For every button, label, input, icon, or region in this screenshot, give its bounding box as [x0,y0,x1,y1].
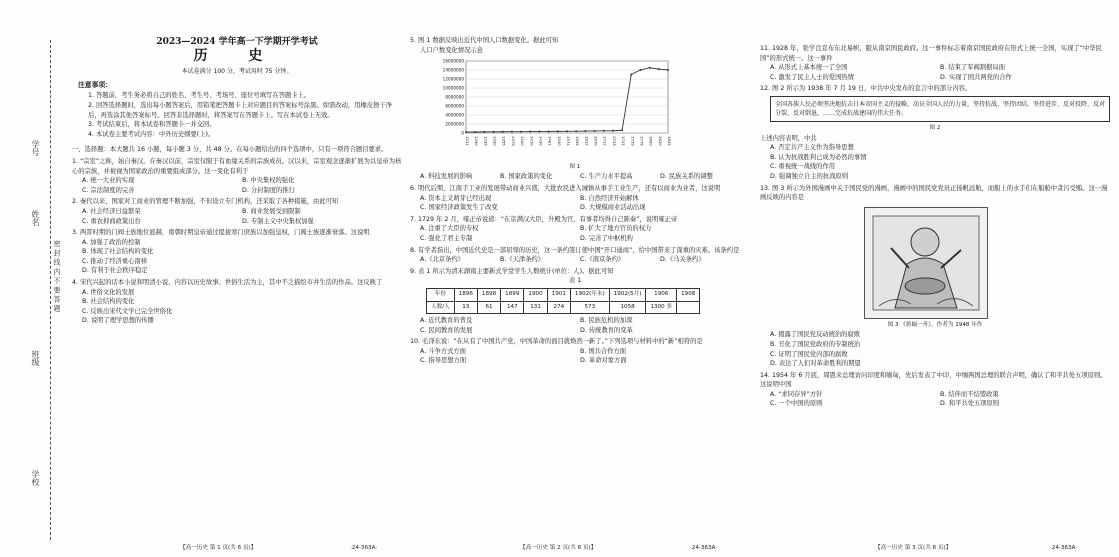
data-point [511,131,513,133]
subject-title: 历 史 [193,47,281,64]
data-point [594,130,596,132]
table-cell: 573 [570,301,609,314]
x-tick-label: 1295 [483,136,489,146]
table-cell: 1902(5月) [609,288,646,301]
option-c[interactable]: C. 一个中国的原则 [770,400,823,408]
data-point [630,74,632,76]
option-c[interactable]: C. 国家经济政策发生了改变 [420,204,498,212]
x-tick-label: 1250 [474,136,480,146]
option-d[interactable]: D. 表达了人们对革命胜利的期望 [770,360,861,368]
page-3-footer: 【高一历史 第 3 页(共 6 页)】 [875,545,952,551]
data-point [612,130,614,132]
data-point [493,131,495,133]
option-a[interactable]: A. 揭露了国民党反动统治的腐败 [770,331,861,339]
page-1-code: ·24-363A· [350,545,378,551]
cartoon-drawing [865,208,987,318]
table-cell: 1896 [454,288,477,301]
note-item: 4. 本试卷主要考试内容：中外历史纲要(上)。 [88,130,215,138]
option-d[interactable]: D. 分封制度的推行 [242,186,295,194]
table-cell: 147 [501,301,524,314]
page-2-code: ·24-363A· [690,545,718,551]
question-5 [410,36,740,182]
school-label: 学校 [31,470,40,486]
x-tick-label: 1461 [547,136,553,146]
table-title: 表 1 [568,277,582,285]
x-tick-label: 1733 [611,136,617,146]
table-cell: 131 [524,301,547,314]
table-cell: 1898 [477,288,500,301]
question-11 [760,44,1110,82]
x-tick-label: 1612 [584,136,590,146]
table-cell: 274 [547,301,570,314]
x-tick-label: 1540 [556,136,562,146]
question-6 [410,184,740,213]
option-a[interactable]: A. 斗争方式方面 [420,347,466,355]
data-point [566,130,568,132]
x-tick-label: 1741 [621,136,627,146]
x-tick-label: 1712 [602,136,608,146]
option-d[interactable]: D. 完善了中枢机构 [580,234,633,242]
data-point [474,131,476,133]
option-a[interactable]: A. 从形式上基本统一了全国 [770,64,848,72]
question-stem: 13. 图 3 所示为外国漫画中关于国民党的漫画，漫画中的国民党党员正扬帆远航，而船上的水手们在船舱中贪污受贿。这一漫画反映的内容是 [760,184,1108,202]
option-b[interactable]: B. 结束了军阀割据局面 [940,64,1005,72]
y-tick-label: 8000000 [445,94,464,100]
note-item: 2. 回答选择题时，选出每小题答案后，用铅笔把答题卡上对应题目的答案标号涂黑。如需改动，用橡皮擦干净后，再选涂其他答案标号。回答非选择题时，将答案写在答题卡上。写在本试卷上无效。 [88,101,392,119]
y-tick-label: 12000000 [442,76,464,82]
option-b[interactable]: B. 体现了社会结构的变化 [82,248,154,256]
y-tick-label: 0 [461,130,464,136]
question-lead: 上述内容表明，中共 [760,134,817,142]
x-tick-label: 1800 [648,136,654,146]
y-tick-label: 6000000 [445,103,464,109]
page-1-column [72,8,402,326]
table-cell: 年份 [427,288,455,301]
x-tick-label: 1574 [566,136,571,146]
question-stem: 1. “宗室”之称，始自秦汉。在秦汉以前，宗室仅限于有血缘关系的宗族成员。汉以来，宗室观念逐渐扩展为以皇帝为核心的宗族，并被视为国家政治的重要组成部分。这一变化有利于 [72,157,402,175]
question-stem: 8. 有学者指出，中国近代史是一部屈辱的历史，这一条约签订使中国“开口通商”，给中国带来了深重的灾难。该条约是 [410,246,740,254]
table-cell: 1902(年末) [570,288,609,301]
y-tick-label: 16000000 [442,58,464,64]
option-d[interactable]: D. 强调独立自主的抗战原则 [770,172,849,180]
option-c[interactable]: C. 生产力水平提高 [580,173,633,181]
option-a[interactable]: A. 注重了大臣的专权 [420,225,479,233]
question-stem: 10. 毛泽东说：“在从有了中国共产党，中国革命的面目就焕然一新了。”下列选项与材料中的“新”相符的是 [410,338,703,346]
question-7 [410,215,740,244]
chart-title: 人口户数变化情况示意 [420,46,483,54]
option-a[interactable]: A. 否定共产主义作为指导思想 [770,144,854,152]
question-14 [760,371,1110,409]
option-c[interactable]: C. 重农抑商政策出台 [82,217,141,225]
data-point [465,131,467,133]
question-2 [72,197,402,226]
name-label: 姓名 [31,210,40,226]
data-point [621,129,623,131]
option-c[interactable]: C. 指导思想方面 [420,357,467,365]
y-tick-label: 2000000 [445,121,464,127]
question-stem: 11. 1928 年，张学良宣布东北易帜，服从南京国民政府。这一事件标志着南京国民政府在形式上统一全国，实现了“中华民国”的形式统一。这一事件 [760,45,1102,62]
table-row [427,301,700,314]
x-tick-label: 1430 [538,136,544,146]
option-a[interactable]: A. 统一大业的实现 [82,177,135,185]
y-tick-label: 10000000 [442,85,464,91]
option-b[interactable]: B. 国共合作方面 [580,347,627,355]
page-3-column [760,8,1110,409]
question-4 [72,278,402,326]
data-point [584,130,586,132]
data-point [520,131,522,133]
binding-margin [0,0,68,557]
seal-line [50,40,51,540]
question-stem: 2. 秦代以来，国家对工商业的管理不断加强，不但设立专门机构，还采取了各种措施，由此可知 [72,198,339,206]
option-b[interactable]: B. 扩大了地方官员的权力 [580,225,652,233]
population-line-chart [424,57,674,157]
x-tick-label: 1820 [657,136,663,146]
table-cell: 1300 多 [646,301,677,314]
data-point [667,69,669,71]
option-b[interactable]: B. 中央集权的强化 [242,177,295,185]
enrollment-table [426,288,700,314]
option-a[interactable]: A. 世俗文化的发展 [82,288,135,296]
table-cell [677,301,700,314]
data-point [483,131,485,133]
option-b[interactable]: B. 自然经济开始解体 [580,194,639,202]
question-stem: 5. 图 1 数据反映出近代中国人口数据变化。据此可知 [410,37,559,44]
question-13 [760,184,1110,369]
option-d[interactable]: D. 专制主义中央集权加强 [242,217,314,225]
option-d[interactable]: D. 革命对象方面 [580,357,627,365]
x-tick-label: 1379 [510,136,516,146]
option-c[interactable]: C. 推动了经济重心南移 [82,257,148,265]
notes-heading: 注意事项： [78,80,112,89]
option-b[interactable]: B. 民族危机的加深 [580,317,633,325]
question-12 [760,84,1110,181]
y-tick-label: 14000000 [442,67,464,73]
data-point [502,131,504,133]
page-2-footer: 【高一历史 第 2 页(共 6 页)】 [520,545,597,551]
exam-title: 2023—2024 学年高一下学期开学考试 [156,37,318,47]
question-stem: 12. 图 2 所示为 1938 年 7 月 19 日，中共中央发布的宣言中的部分内容。 [760,85,972,93]
option-d[interactable]: D. 实现了国共两党的合作 [940,73,1012,81]
option-a[interactable]: A. 社会经济日益繁荣 [82,207,141,215]
option-a[interactable]: A.《北京条约》 [420,256,464,264]
table-cell: 61 [477,301,500,314]
section-heading: 一、选择题：本大题共 16 小题，每小题 3 分，共 48 分。在每小题给出的四个选项中，只有一项符合题目要求。 [72,146,388,154]
option-b[interactable]: B. 结伴而不结盟政策 [940,390,999,398]
table-cell: 1899 [501,288,524,301]
student-id-label: 学号 [31,140,40,156]
option-b[interactable]: B. 认为抗战胜利已成为必然的事情 [770,153,867,161]
table-cell: 人数/人 [427,301,455,314]
data-point [575,130,577,132]
option-c[interactable]: C. 证明了国民党内部的腐败 [770,350,848,358]
x-tick-label: 1775 [639,136,645,146]
option-a[interactable]: A. 加强了政治的控制 [82,238,141,246]
table-cell: 1901 [547,288,570,301]
option-d[interactable]: D. 有利于社会秩序稳定 [82,267,148,275]
data-point [649,67,651,69]
option-b[interactable]: B. 国家政策的变化 [500,173,553,181]
option-b[interactable]: B.《天津条约》 [500,256,545,264]
option-a[interactable]: A. 科技发展的影响 [420,173,473,181]
figure-caption: 图 2 [929,124,941,131]
question-stem: 9. 表 1 所示为清末湖南主要新式学堂学生人数统计(单位：人)。据此可知 [410,267,614,275]
option-a[interactable]: A. 资本主义萌芽已经出现 [420,194,492,202]
x-tick-label: 1231 [465,136,470,146]
x-tick-label: 1330 [492,136,498,146]
page-2-column [410,8,740,366]
question-8 [410,246,740,265]
option-c[interactable]: C. 反映出宋代文学已完全世俗化 [82,307,173,315]
x-tick-label: 1400 [520,136,526,146]
page-3-code: ·24-363A· [1050,545,1078,551]
option-c[interactable]: C. 激发了民主人士的爱国热情 [770,73,854,81]
y-tick-label: 4000000 [445,112,464,118]
table-cell: 13 [454,301,477,314]
population-chart [424,57,740,161]
option-c[interactable]: C. 强化了君主专制 [420,234,473,242]
option-d[interactable]: D. 大规模商业活动出现 [580,204,646,212]
option-c[interactable]: C.《南京条约》 [580,256,625,264]
option-b[interactable]: B. 社会结构的变化 [82,298,135,306]
option-d[interactable]: D.《马关条约》 [660,256,705,264]
table-cell: 1908 [677,288,700,301]
question-stem: 6. 明代后期，江南手工业的发展带动商业兴盛，大批农民进入城镇从事手工业生产，还有以商业为业者，这说明 [410,184,721,192]
note-item: 1. 答题前，考生务必将自己的姓名、考生号、考场号、座位号填写在答题卡上。 [88,92,311,100]
seal-notice: 密 封 线 内 不 要 答 题 [53,240,61,312]
question-stem: 3. 两晋时期的门阀士族地位显赫，南朝时期皇帝通过提拔寒门庶族以加强皇权，门阀士族逐渐衰落。这说明 [72,229,370,237]
question-9 [410,267,740,336]
data-point [529,131,531,133]
figure-caption: 图 3 《蒋蝠一舟》，作者为 1948 年作 [887,321,983,328]
table-row [427,288,700,301]
option-a[interactable]: A. 近代教育的普及 [420,317,473,325]
note-item: 3. 考试结束后，将本试卷和答题卡一并交回。 [88,121,216,129]
option-d[interactable]: D. 和平共处五项原则 [940,400,1000,408]
quote-box: 全国各族人民必须坚决地抗击日本帝国主义的侵略，动员全国人民的力量，坚持抗战、坚持团结、坚持进步，反对投降、反对分裂、反对倒退，……完成抗战建国的伟大任务。 [770,96,1110,122]
page-1-footer: 【高一历史 第 1 页(共 6 页)】 [180,545,257,551]
option-a[interactable]: A. “求同存异”方针 [770,390,823,398]
data-point [538,131,540,133]
question-stem: 14. 1954 年 6 月底，周恩来总理访问印度和缅甸，先后发表了中印、中缅两国总理的联合声明，确认了和平共处五项原则。这说明中国 [760,371,1107,389]
table-cell: 1906 [646,288,677,301]
x-tick-label: 1670 [593,136,599,146]
data-point [658,68,660,70]
option-b[interactable]: B. 丑化了国民党政府的专制统治 [770,340,861,348]
option-d[interactable]: D. 传统教育的变革 [580,326,633,334]
table-cell: 1058 [609,301,646,314]
option-c[interactable]: C. 民间教育的发展 [420,326,473,334]
question-stem: 7. 1729 年 2 月，雍正帝说道：“在京满汉大臣，升殿为官，有事者均得自己陈奏”，说明雍正帝 [410,215,678,223]
table-cell: 1900 [524,288,547,301]
class-label: 班级 [31,350,40,366]
cartoon-image [864,207,988,319]
x-tick-label: 1835 [667,136,672,146]
question-10 [410,337,740,366]
x-tick-label: 1595 [575,136,581,146]
figure-caption: 图 1 [569,163,581,170]
x-tick-label: 1410 [529,136,535,146]
data-point [548,131,550,133]
x-tick-label: 1355 [501,136,507,146]
option-d[interactable]: D. 说明了理学思想的传播 [82,317,154,325]
question-stem: 4. 宋代兴起的话本小说和明清小说，内容以历史故事、世俗生活为主，其中不乏描绘市井生活的作品。这反映了 [72,279,383,287]
exam-meta: 本试卷满分 100 分，考试用时 75 分钟。 [181,68,293,76]
question-1 [72,157,402,195]
data-point [557,131,559,133]
option-c[interactable]: C. 重视统一战线的作用 [770,163,836,171]
x-tick-label: 1755 [630,136,636,146]
question-3 [72,228,402,276]
data-point [639,69,641,71]
data-point [603,130,605,132]
option-d[interactable]: D. 民族关系的调整 [660,173,713,181]
option-b[interactable]: B. 商业发展受到限制 [242,207,301,215]
option-c[interactable]: C. 宗法制度的完善 [82,186,135,194]
